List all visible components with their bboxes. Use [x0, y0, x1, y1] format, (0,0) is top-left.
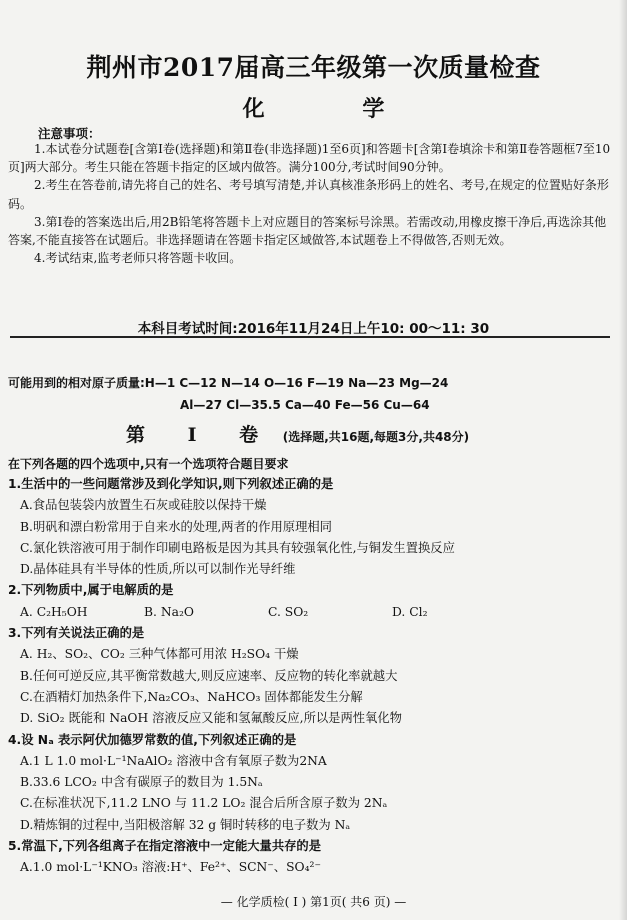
atomic-masses-line: Al—27 Cl—35.5 Ca—40 Fe—56 Cu—64 [180, 398, 430, 412]
notice-list [8, 140, 616, 267]
question-option: D. SiO₂ 既能和 NaOH 溶液反应又能和氢氟酸反应,所以是两性氧化物 [20, 711, 402, 726]
notice-item: 3.第Ⅰ卷的答案选出后,用2B铅笔将答题卡上对应题目的答案标号涂黑。若需改动,用橡皮擦干净后,再选涂其他答案,不能直接答在试题后。非选择题请在答题卡指定区域做答,本试题卷上不得做答,否则无效。 [8, 214, 607, 248]
page-footer: — 化学质检( Ⅰ ) 第1页( 共6 页) — [220, 895, 407, 909]
question-option: D.晶体硅具有半导体的性质,所以可以制作光导纤维 [20, 562, 296, 577]
question-stem: 3.下列有关说法正确的是 [8, 626, 145, 641]
notice-item: 1.本试卷分试题卷[含第Ⅰ卷(选择题)和第Ⅱ卷(非选择题)1至6页]和答题卡[含第Ⅰ卷填涂卡和第Ⅱ卷答题框7至10页]两大部分。考生只能在答题卡指定的区域内做答。满分100分,考试时间90分钟。 [8, 142, 611, 175]
exam-time: 本科目考试时间:2016年11月24日上午10: 00～11: 30 [137, 321, 490, 337]
question-stem: 4.设 Nₐ 表示阿伏加德罗常数的值,下列叙述正确的是 [8, 732, 297, 747]
question-option: B.明矾和漂白粉常用于自来水的处理,两者的作用原理相同 [20, 519, 332, 534]
question-option: D.精炼铜的过程中,当阳极溶解 32 g 铜时转移的电子数为 Nₐ [20, 817, 351, 832]
question-stem: 1.生活中的一些问题常涉及到化学知识,则下列叙述正确的是 [8, 477, 334, 491]
subject-title: 化 学 [242, 96, 385, 122]
divider [10, 336, 610, 338]
question-option: C.氯化铁溶液可用于制作印刷电路板是因为其具有较强氧化性,与铜发生置换反应 [20, 540, 455, 555]
question-option: A.1 L 1.0 mol·L⁻¹NaAlO₂ 溶液中含有氧原子数为2NA [20, 753, 327, 768]
question-stem: 2.下列物质中,属于电解质的是 [8, 583, 174, 598]
atomic-masses-line: 可能用到的相对原子质量:H—1 C—12 N—14 O—16 F—19 Na—23 Mg—24 [8, 376, 449, 390]
question-option: C.在酒精灯加热条件下,Na₂CO₃、NaHCO₃ 固体都能发生分解 [20, 689, 363, 704]
section-title-note: (选择题,共16题,每题3分,共48分) [282, 430, 470, 444]
section-title-main: 第 Ⅰ 卷 [126, 424, 277, 446]
question-option: A. H₂、SO₂、CO₂ 三种气体都可用浓 H₂SO₄ 干燥 [20, 647, 299, 662]
page-title: 荆州市2017届高三年级第一次质量检查 [86, 53, 541, 82]
question-option: A. C₂H₅OH [20, 604, 88, 619]
atomic-masses [8, 372, 618, 416]
question-option: A.食品包装袋内放置生石灰或硅胶以保持干燥 [20, 498, 267, 513]
section-title [126, 420, 469, 447]
notice-heading: 注意事项： [38, 126, 101, 141]
question-option: B.33.6 LCO₂ 中含有碳原子的数目为 1.5Nₐ [20, 775, 263, 790]
question-option: A.1.0 mol·L⁻¹KNO₃ 溶液:H⁺、Fe²⁺、SCN⁻、SO₄²⁻ [20, 860, 321, 875]
question-option: B.任何可逆反应,其平衡常数越大,则反应速率、反应物的转化率就越大 [20, 668, 398, 683]
question-option: C. SO₂ [268, 604, 309, 619]
question-option: B. Na₂O [144, 604, 194, 619]
section-instruction: 在下列各题的四个选项中,只有一个选项符合题目要求 [8, 457, 289, 471]
question-option: C.在标准状况下,11.2 LNO 与 11.2 LO₂ 混合后所含原子数为 2Nₐ [20, 796, 388, 811]
question-stem: 5.常温下,下列各组离子在指定溶液中一定能大量共存的是 [8, 839, 322, 854]
notice-item: 2.考生在答卷前,请先将自己的姓名、考号填写清楚,并认真核准条形码上的姓名、考号,在规定的位置贴好条形码。 [8, 178, 609, 211]
scan-edge-shadow [619, 0, 627, 920]
question-list [8, 474, 618, 879]
notice-item: 4.考试结束,监考老师只将答题卡收回。 [34, 251, 242, 266]
question-option: D. Cl₂ [392, 604, 428, 619]
question-options-row [8, 602, 618, 623]
